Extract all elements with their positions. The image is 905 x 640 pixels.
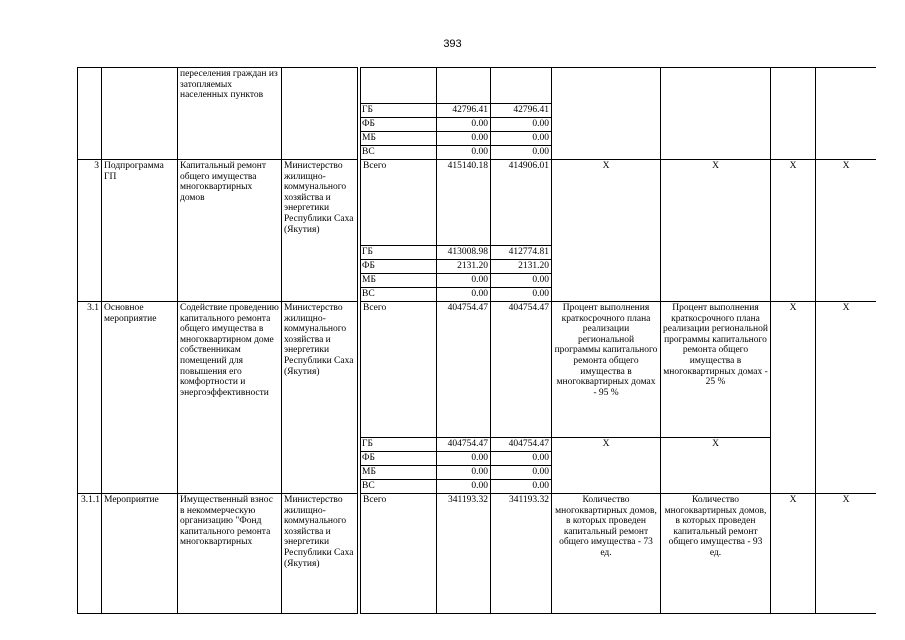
executor-cell: Министерство жилищно-коммунального хозяйства и энергетики Республики Саха (Якутия) [282,160,358,302]
x-cell [771,68,816,160]
executor-cell: Министерство жилищно-коммунального хозяйства и энергетики Республики Саха (Якутия) [282,302,358,494]
executor-cell [282,68,358,160]
amount-cell: 404754.47 [491,302,552,438]
indicator-cell: X [661,438,771,494]
amount-cell [437,68,491,104]
row-type-cell: Мероприятие [102,494,178,614]
funding-source-cell: МБ [361,466,437,480]
amount-cell: 0.00 [437,146,491,160]
amount-cell: 341193.32 [437,494,491,614]
amount-cell: 0.00 [437,288,491,302]
indicator-cell: Количество многоквартирных домов, в которых проведен капитальный ремонт общего имущества - 73 ед. [552,494,661,614]
amount-cell: 0.00 [491,118,552,132]
row-number-cell: 3.1 [78,302,102,494]
funding-source-cell: ВС [361,480,437,494]
amount-cell: 0.00 [491,466,552,480]
x-cell: X [771,160,816,302]
amount-cell: 0.00 [437,480,491,494]
funding-source-cell: ФБ [361,452,437,466]
indicator-cell [661,68,771,160]
table-row [78,68,877,104]
amount-cell [491,68,552,104]
amount-cell: 404754.47 [437,302,491,438]
amount-cell: 404754.47 [491,438,552,452]
row-type-cell: Основное мероприятие [102,302,178,494]
event-name-cell: переселения граждан из затопляемых населенных пунктов [178,68,282,160]
amount-cell: 0.00 [491,480,552,494]
indicator-cell: X [552,160,661,302]
amount-cell: 42796.41 [491,104,552,118]
amount-cell: 404754.47 [437,438,491,452]
amount-cell: 0.00 [491,274,552,288]
x-cell: X [816,302,877,494]
row-type-cell: Подпрограмма ГП [102,160,178,302]
funding-source-cell: ФБ [361,118,437,132]
funding-source-cell: МБ [361,132,437,146]
indicator-cell: Процент выполнения краткосрочного плана реализации региональной программы капитального ремонта общего имущества в многоквартирных домах - 95 % [552,302,661,438]
funding-source-cell: Всего [361,494,437,614]
x-cell [816,68,877,160]
amount-cell: 0.00 [491,132,552,146]
amount-cell: 2131.20 [491,260,552,274]
amount-cell: 0.00 [491,288,552,302]
amount-cell: 413008.98 [437,246,491,260]
funding-source-cell: ФБ [361,260,437,274]
row-number-cell [78,68,102,160]
funding-source-cell: ВС [361,146,437,160]
x-cell: X [816,494,877,614]
event-name-cell: Содействие проведению капитального ремонта общего имущества в многоквартирном доме собственникам помещений для повышения его комфортности и энергоэффективности [178,302,282,494]
row-type-cell [102,68,178,160]
indicator-cell: X [552,438,661,494]
amount-cell: 0.00 [437,466,491,480]
x-cell: X [771,494,816,614]
program-table [77,67,876,614]
table-row [78,302,877,438]
indicator-cell: Процент выполнения краткосрочного плана реализации региональной программы капитального ремонта общего имущества в многоквартирных домах - 25 % [661,302,771,438]
amount-cell: 414906.01 [491,160,552,246]
event-name-cell: Капитальный ремонт общего имущества многоквартирных домов [178,160,282,302]
amount-cell: 0.00 [437,274,491,288]
funding-source-cell: МБ [361,274,437,288]
indicator-cell: X [661,160,771,302]
executor-cell: Министерство жилищно-коммунального хозяйства и энергетики Республики Саха (Якутия) [282,494,358,614]
x-cell: X [816,160,877,302]
funding-source-cell: ГБ [361,104,437,118]
table-row [78,494,877,614]
funding-source-cell: ГБ [361,438,437,452]
amount-cell: 0.00 [437,132,491,146]
document-sheet [77,67,876,627]
funding-source-cell: ВС [361,288,437,302]
indicator-cell [552,68,661,160]
amount-cell: 2131.20 [437,260,491,274]
x-cell: X [771,302,816,494]
funding-source-cell: Всего [361,302,437,438]
indicator-cell: Количество многоквартирных домов, в которых проведен капитальный ремонт общего имущества - 93 ед. [661,494,771,614]
amount-cell: 42796.41 [437,104,491,118]
amount-cell: 0.00 [437,452,491,466]
row-number-cell: 3.1.1 [78,494,102,614]
funding-source-cell: ГБ [361,246,437,260]
table-row [78,160,877,246]
amount-cell: 341193.32 [491,494,552,614]
amount-cell: 415140.18 [437,160,491,246]
amount-cell: 0.00 [437,118,491,132]
event-name-cell: Имущественный взнос в некоммерческую организацию "Фонд капитального ремонта многоквартирных [178,494,282,614]
row-number-cell: 3 [78,160,102,302]
page-number: 393 [443,38,462,50]
funding-source-cell: Всего [361,160,437,246]
amount-cell: 412774.81 [491,246,552,260]
amount-cell: 0.00 [491,146,552,160]
funding-source-cell [361,68,437,104]
amount-cell: 0.00 [491,452,552,466]
